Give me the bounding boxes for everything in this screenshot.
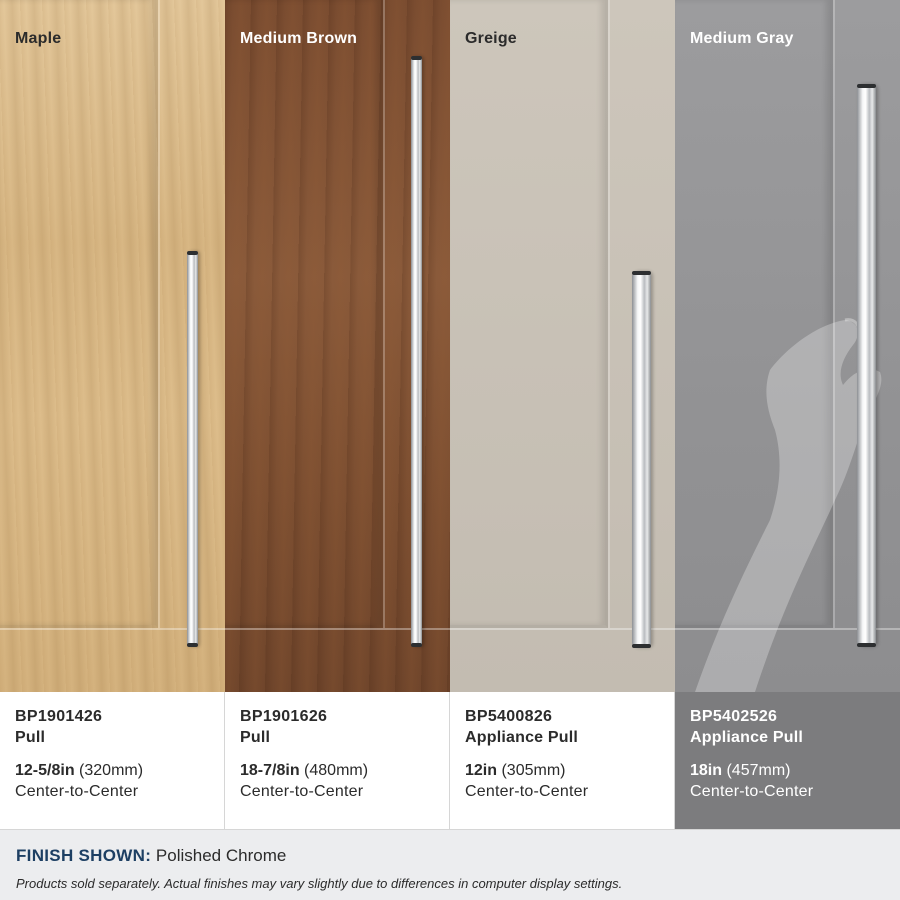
product-sku: BP5400826 <box>465 708 553 725</box>
pull-cap-top <box>187 251 198 255</box>
size-inches: 18in <box>690 762 723 779</box>
size-mm: (305mm) <box>501 762 566 779</box>
product-size <box>690 760 885 781</box>
panel-maple <box>0 0 225 692</box>
size-mm: (320mm) <box>79 762 144 779</box>
size-inches: 18-7/8in <box>240 762 300 779</box>
pull-handle-image <box>411 56 422 647</box>
cabinet-door-edge <box>225 0 383 628</box>
pull-cap-bottom <box>857 643 876 647</box>
product-info-card <box>450 692 675 829</box>
pull-cap-bottom <box>187 643 198 647</box>
product-type: Pull <box>240 729 271 746</box>
product-info-card <box>0 692 225 829</box>
size-inches: 12-5/8in <box>15 762 75 779</box>
finish-footer <box>0 829 900 900</box>
finish-shown-value: Polished Chrome <box>155 846 287 865</box>
panel-greige <box>450 0 675 692</box>
cabinet-door-edge <box>675 0 833 628</box>
finish-shown-line <box>16 846 884 866</box>
pull-cap-bottom <box>411 643 422 647</box>
appliance-pull-image <box>632 271 651 648</box>
product-info-card <box>225 692 450 829</box>
product-type: Appliance Pull <box>465 729 579 746</box>
finish-name-label: Maple <box>15 30 62 47</box>
product-info-row <box>0 692 900 829</box>
product-sku: BP5402526 <box>690 708 778 725</box>
size-mm: (457mm) <box>726 762 791 779</box>
cabinet-door-edge <box>450 0 608 628</box>
size-measure: Center-to-Center <box>15 783 139 800</box>
size-inches: 12in <box>465 762 498 779</box>
panel-medium-gray <box>675 0 900 692</box>
product-size <box>15 760 209 781</box>
size-mm: (480mm) <box>304 762 369 779</box>
product-size <box>240 760 434 781</box>
finish-name-label: Medium Brown <box>240 30 358 47</box>
panel-medium-brown <box>225 0 450 692</box>
size-measure: Center-to-Center <box>690 783 814 800</box>
product-type: Pull <box>15 729 46 746</box>
finish-shown-label: FINISH SHOWN: <box>16 846 152 865</box>
product-sku: BP1901626 <box>240 708 328 725</box>
size-measure: Center-to-Center <box>240 783 364 800</box>
size-measure: Center-to-Center <box>465 783 589 800</box>
disclaimer-text: Products sold separately. Actual finishes may vary slightly due to differences in computer display settings. <box>16 876 623 891</box>
appliance-pull-image <box>857 84 876 647</box>
pull-handle-image <box>187 251 198 647</box>
pull-cap-top <box>632 271 651 275</box>
product-sku: BP1901426 <box>15 708 103 725</box>
finish-name-label: Greige <box>465 30 517 47</box>
pull-cap-top <box>857 84 876 88</box>
cabinet-door-edge <box>0 0 158 628</box>
pull-cap-top <box>411 56 422 60</box>
product-type: Appliance Pull <box>690 729 804 746</box>
finish-name-label: Medium Gray <box>690 30 794 47</box>
product-info-card-highlighted <box>675 692 900 829</box>
pull-cap-bottom <box>632 644 651 648</box>
product-size <box>465 760 659 781</box>
